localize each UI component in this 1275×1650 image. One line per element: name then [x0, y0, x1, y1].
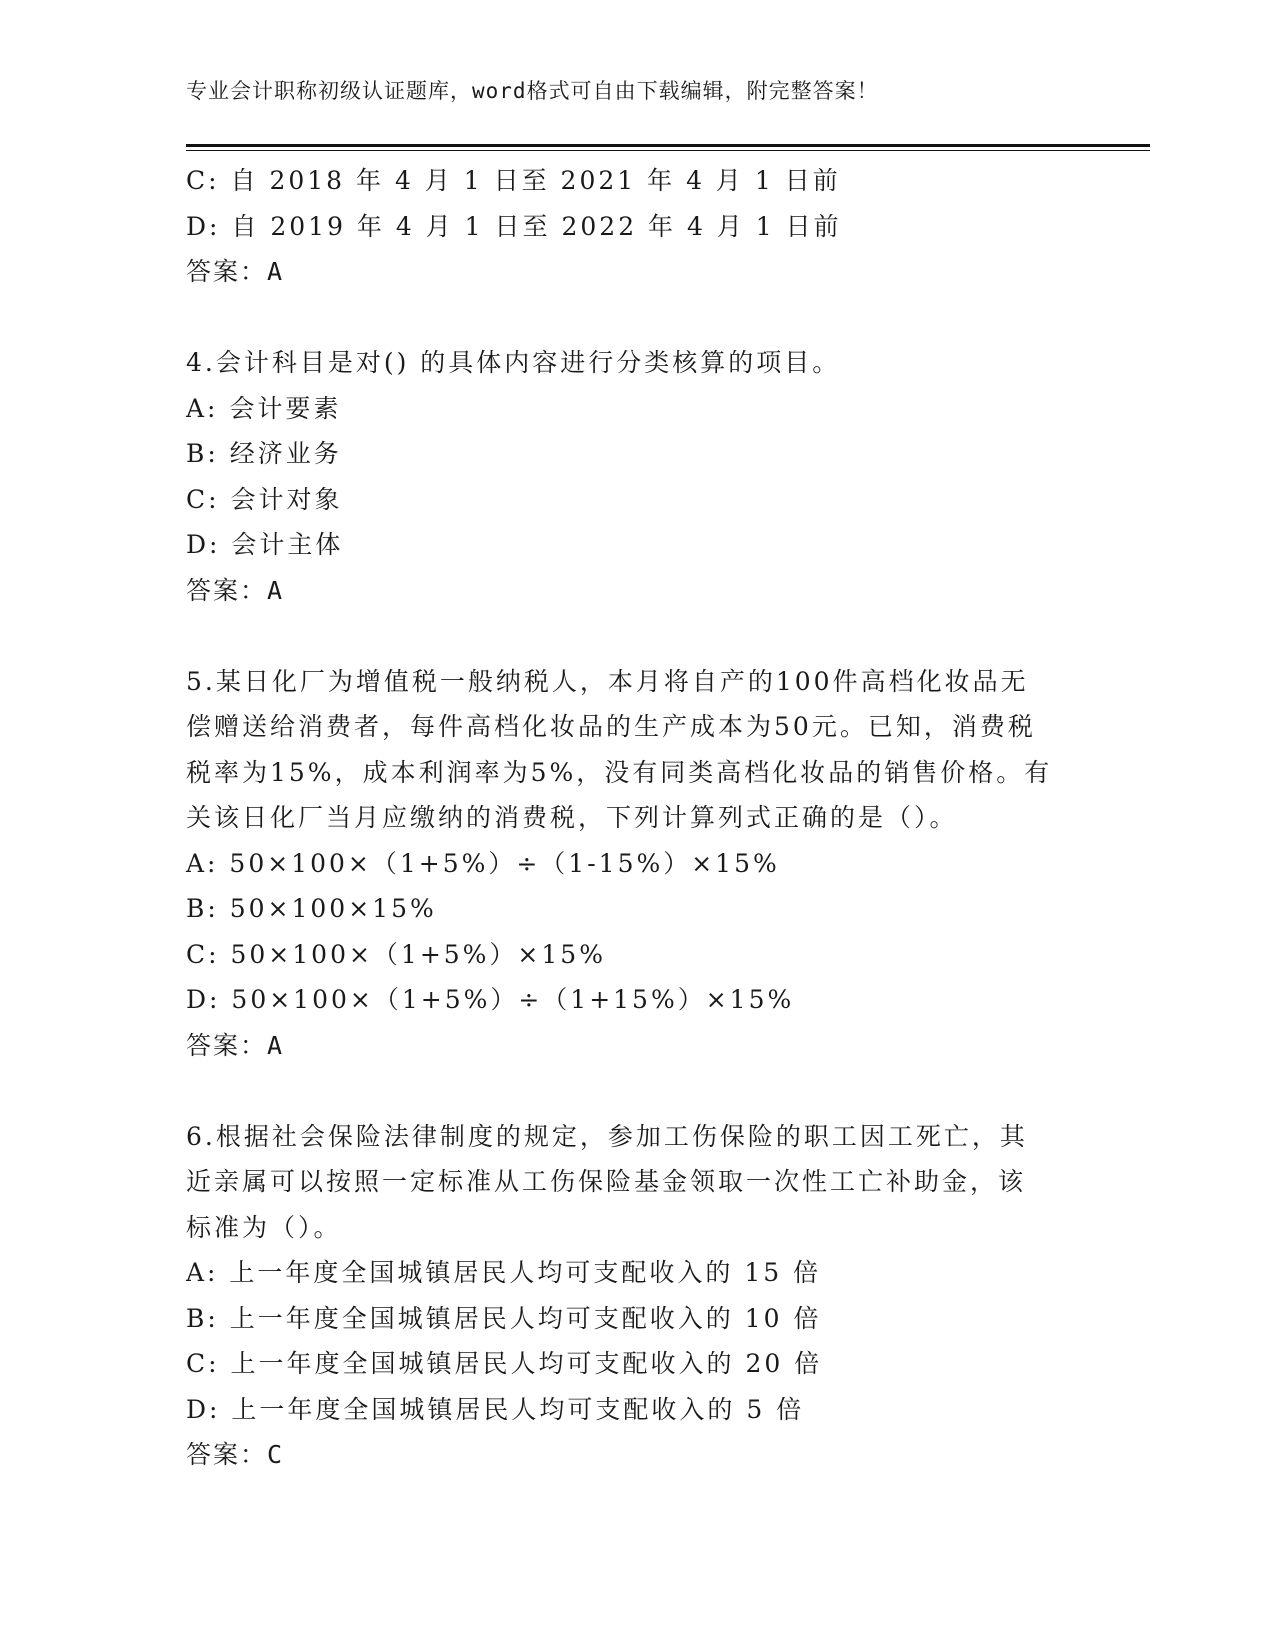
option-c: C: 自 2018 年 4 月 1 日至 2021 年 4 月 1 日前	[186, 166, 841, 195]
header-rule-thick	[186, 144, 1150, 147]
option-c: C: 上一年度全国城镇居民人均可支配收入的 20 倍	[186, 1349, 823, 1378]
option-b: B: 50×100×15%	[186, 894, 437, 923]
option-a: A: 上一年度全国城镇居民人均可支配收入的 15 倍	[186, 1258, 822, 1287]
answer: 答案：A	[186, 257, 285, 286]
option-a: A: 50×100×（1+5%）÷（1-15%）×15%	[186, 848, 780, 878]
question-stem-line: 5.某日化厂为增值税一般纳税人，本月将自产的100件高档化妆品无	[186, 666, 1029, 696]
option-c: C: 50×100×（1+5%）×15%	[186, 939, 606, 969]
question-5	[186, 659, 1086, 1069]
question-stem-line: 标准为（）。	[186, 1212, 342, 1242]
question-stem: 4.会计科目是对() 的具体内容进行分类核算的项目。	[186, 348, 841, 377]
question-stem-line: 近亲属可以按照一定标准从工伤保险基金领取一次性工亡补助金，该	[186, 1167, 1027, 1196]
option-b: B: 经济业务	[186, 439, 342, 468]
question-3-tail	[186, 158, 1086, 295]
spacer	[186, 1068, 1086, 1114]
option-d: D: 自 2019 年 4 月 1 日至 2022 年 4 月 1 日前	[186, 211, 842, 241]
header-rule-thin	[186, 150, 1150, 151]
question-stem-line: 偿赠送给消费者，每件高档化妆品的生产成本为50元。已知，消费税	[186, 712, 1036, 741]
spacer	[186, 613, 1086, 659]
question-4	[186, 340, 1086, 613]
document-content	[186, 158, 1086, 1478]
option-d: D: 上一年度全国城镇居民人均可支配收入的 5 倍	[186, 1394, 805, 1424]
option-a: A: 会计要素	[186, 393, 342, 423]
question-stem-line: 税率为15%，成本利润率为5%，没有同类高档化妆品的销售价格。有	[186, 757, 1053, 787]
question-6	[186, 1114, 1086, 1478]
answer: 答案：A	[186, 1030, 285, 1060]
option-c: C: 会计对象	[186, 484, 343, 514]
option-b: B: 上一年度全国城镇居民人均可支配收入的 10 倍	[186, 1303, 822, 1333]
option-d: D: 会计主体	[186, 530, 344, 559]
answer: 答案：A	[186, 575, 285, 605]
answer: 答案：C	[186, 1440, 285, 1469]
question-stem-line: 关该日化厂当月应缴纳的消费税，下列计算列式正确的是（）。	[186, 803, 958, 832]
question-stem-line: 6.根据社会保险法律制度的规定，参加工伤保险的职工因工死亡，其	[186, 1121, 1028, 1151]
page-header: 专业会计职称初级认证题库，word格式可自由下载编辑，附完整答案！	[186, 79, 879, 103]
spacer	[186, 295, 1086, 341]
option-d: D: 50×100×（1+5%）÷（1+15%）×15%	[186, 985, 795, 1014]
